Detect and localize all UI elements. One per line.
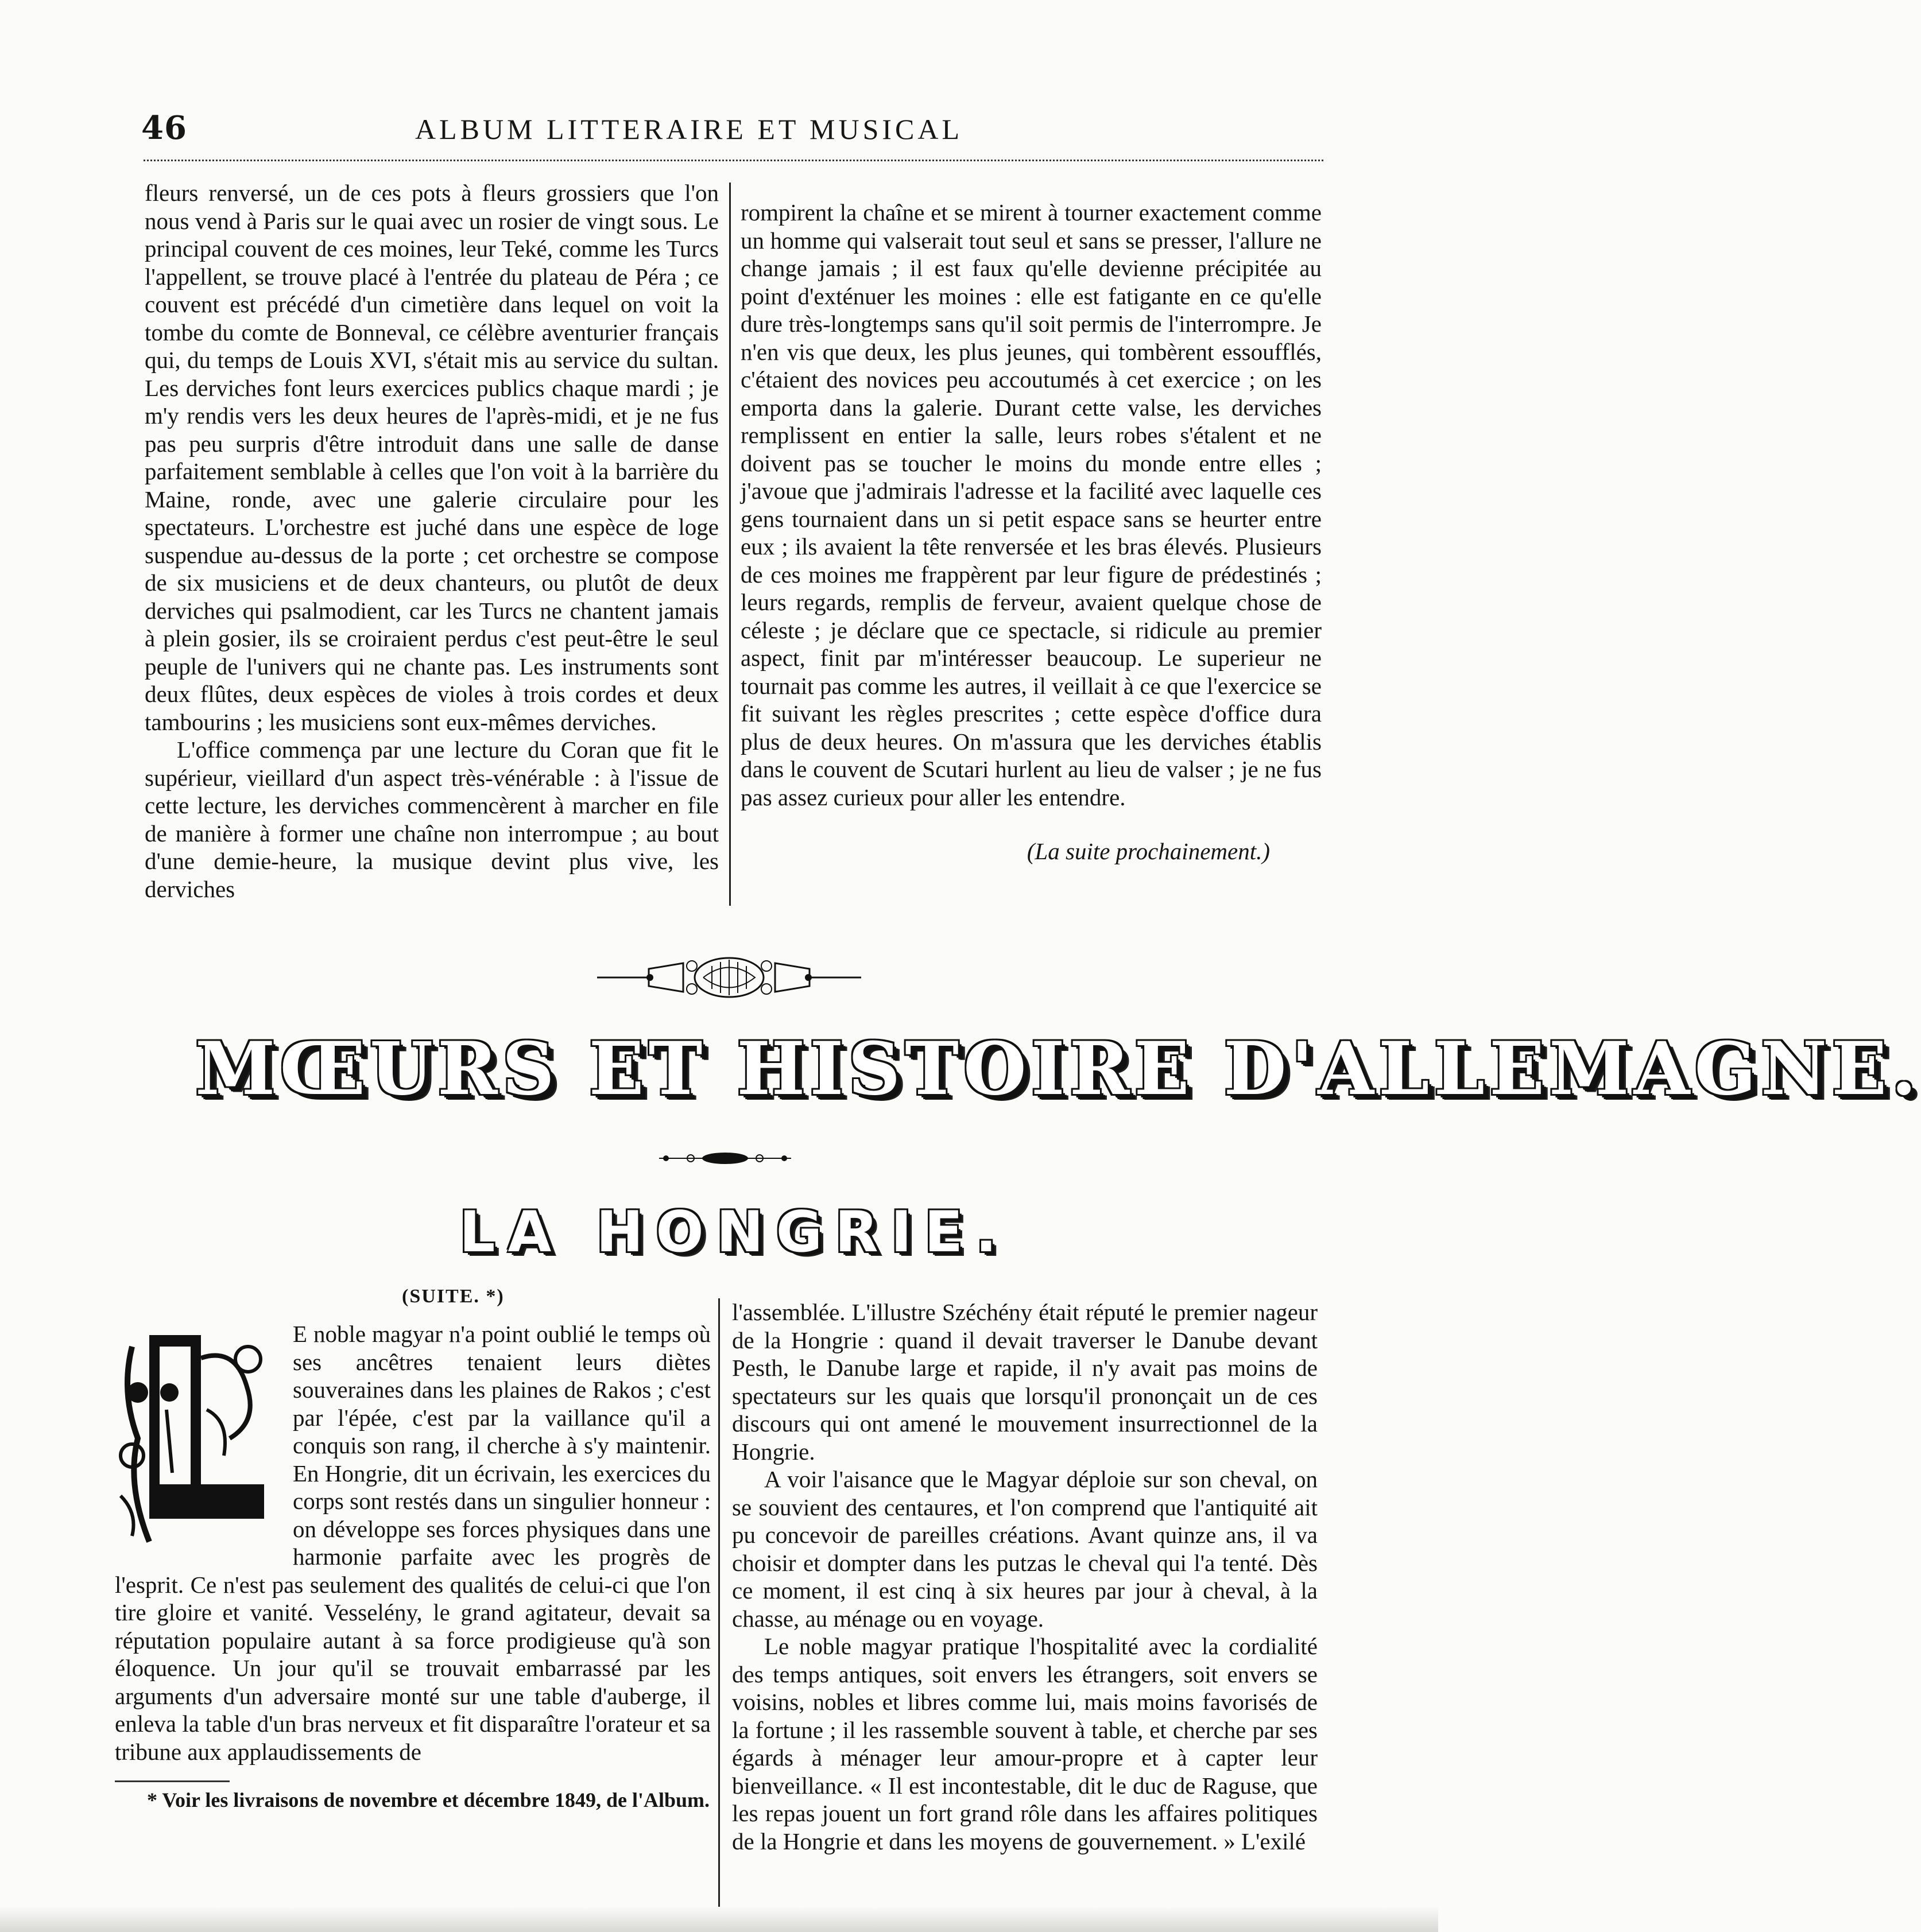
paragraph: Le noble magyar pratique l'hospitalité avec la cordialité des temps antiques, soit envers les étrangers, soit envers se voisins, nobles et libres comme lui, mais moins favorisés de la fortune ; il les rassemble souvent à table, et cherche par ses égards à ménager leur amour-propre et à capter leur bienveillance. « Il est incontestable, dit le duc de Raguse, que les repas jouent un fort grand rôle dans les affaires politiques de la Hongrie et dans les moyens de gouvernement. » L'exilé <box>732 1633 1318 1855</box>
continuation-note: (La suite prochainement.) <box>1027 838 1270 864</box>
lower-left-column <box>115 1320 711 1812</box>
page-number: 46 <box>141 109 187 147</box>
suite-note: (SUITE. *) <box>402 1286 505 1307</box>
paragraph: l'assemblée. L'illustre Széchény était réputé le premier nageur de la Hongrie : quand il devait traverser le Danube devant Pesth, le Danube large et rapide, il n'y avait pas moins de spectateurs sur les quais que lorsqu'il prononçait un de ces discours qui ont amené le mouvement insurrectionnel de la Hongrie. <box>732 1299 1318 1465</box>
paragraph: L'office commença par une lecture du Coran que fit le supérieur, vieillard d'un aspect très-vénérable : à l'issue de cette lecture, les derviches commencèrent à marcher en file de manière à former une chaîne non interrompue ; au bout d'une demie-heure, la musique devint plus vive, les derviches <box>145 736 719 902</box>
column-divider <box>729 183 731 906</box>
footnote-rule <box>115 1780 230 1782</box>
footnote: * Voir les livraisons de novembre et décembre 1849, de l'Album. <box>147 1789 710 1811</box>
article-title: MŒURS ET HISTOIRE D'ALLEMAGNE. <box>195 1026 1921 1111</box>
paragraph: fleurs renversé, un de ces pots à fleurs grossiers que l'on nous vend à Paris sur le quai avec un rosier de vingt sous. Le principal couvent de ces moines, leur Teké, comme les Turcs l'appellent, se trouve placé à l'entrée du plateau de Péra ; ce couvent est précédé d'un cimetière dans lequel on voit la tombe du comte de Bonneval, ce célèbre aventurier français qui, du temps de Louis XVI, s'était mis au service du sultan. Les derviches font leurs exercices publics chaque mardi ; je m'y rendis vers les deux heures de l'après-midi, et je ne fus pas peu surpris d'être introduit dans une salle de danse parfaitement semblable à celles que l'on voit à la barrière du Maine, ronde, avec une galerie circulaire pour les spectateurs. L'orchestre est juché dans une espèce de loge suspendue au-dessus de la porte ; cet orchestre se compose de six musiciens et de deux chanteurs, ou plutôt de deux derviches qui psalmodient, car les Turcs ne chantent jamais à plein gosier, ils se croiraient perdus c'est peut-être le seul peuple de l'univers qui ne chante pas. Les instruments sont deux flûtes, deux espèces de violes à trois cordes et deux tambourins ; les musiciens sont eux-mêmes derviches. <box>145 180 719 735</box>
decorative-vignette-icon <box>597 946 861 1009</box>
paragraph: E noble magyar n'a point oublié le temps où ses ancêtres tenaient leurs diètes souveraines dans les plaines de Rakos ; c'est par l'épée, c'est par la vaillance qu'il a conquis son rang, il cherche à s'y maintenir. En Hongrie, dit un écrivain, les exercices du corps sont restés dans un singulier honneur : on développe ses forces physiques dans une harmonie parfaite avec les progrès de l'esprit. Ce n'est pas seulement des qualités de celui-ci que l'on tire gloire et vanité. Vesselény, le grand agitateur, devait sa réputation populaire autant à sa force prodigieuse qu'à son éloquence. Un jour qu'il se trouvait embarrassé par les arguments d'un adversaire monté sur une table d'auberge, il enleva la table d'un bras nerveux et fit disparaître l'orateur et sa tribune aux applaudissements de <box>115 1321 711 1765</box>
upper-left-column <box>145 179 719 903</box>
article-subtitle: LA HONGRIE. <box>459 1200 1010 1265</box>
upper-right-column <box>741 199 1322 866</box>
header-rule <box>144 155 1323 161</box>
illuminated-letter-L-icon <box>115 1324 282 1559</box>
paragraph: A voir l'aisance que le Magyar déploie sur son cheval, on se souvient des centaures, et l'on comprend que l'antiquité ait pu concevoir de pareilles créations. Avant quinze ans, il va choisir et dompter dans les putzas le cheval qui l'a tenté. Dès ce moment, il est cinq à six heures par jour à cheval, à la chasse, au ménage ou en voyage. <box>732 1466 1318 1632</box>
scan-edge <box>0 1907 1438 1932</box>
column-divider <box>718 1298 720 1907</box>
lower-right-column <box>732 1298 1318 1855</box>
paragraph: rompirent la chaîne et se mirent à tourner exactement comme un homme qui valserait tout seul et sans se presser, l'allure ne change jamais ; il est faux qu'elle devienne précipitée au point d'exténuer les moines : elle est fatigante en ce qu'elle dure très-longtemps sans qu'il soit permis de l'interrompre. Je n'en vis que deux, les plus jeunes, qui tombèrent essoufflés, c'étaient des novices peu accoutumés à cet exercice ; on les emporta dans la galerie. Durant cette valse, les derviches remplissent en entier la salle, leurs robes s'étalent et ne doivent pas se toucher le moins du monde entre elles ; j'avoue que j'admirais l'adresse et la facilité avec laquelle ces gens tournaient dans un si petit espace sans se heurter entre eux ; ils avaient la tête renversée et les bras élevés. Plusieurs de ces moines me frappèrent par leur figure de prédestinés ; leurs regards, remplis de ferveur, avaient quelque chose de céleste ; je déclare que ce spectacle, si ridicule au premier aspect, finit par m'intéresser beaucoup. Le superieur ne tournait pas comme les autres, il veillait à ce que l'exercice se fit suivant les règles prescrites ; cette espèce d'office dura plus de deux heures. On m'assura que les derviches établis dans le couvent de Scutari hurlent au lieu de valser ; je ne fus pas assez curieux pour aller les entendre. <box>741 199 1322 810</box>
title-divider-ornament-icon <box>659 1150 791 1167</box>
running-title: ALBUM LITTERAIRE ET MUSICAL <box>415 113 963 145</box>
